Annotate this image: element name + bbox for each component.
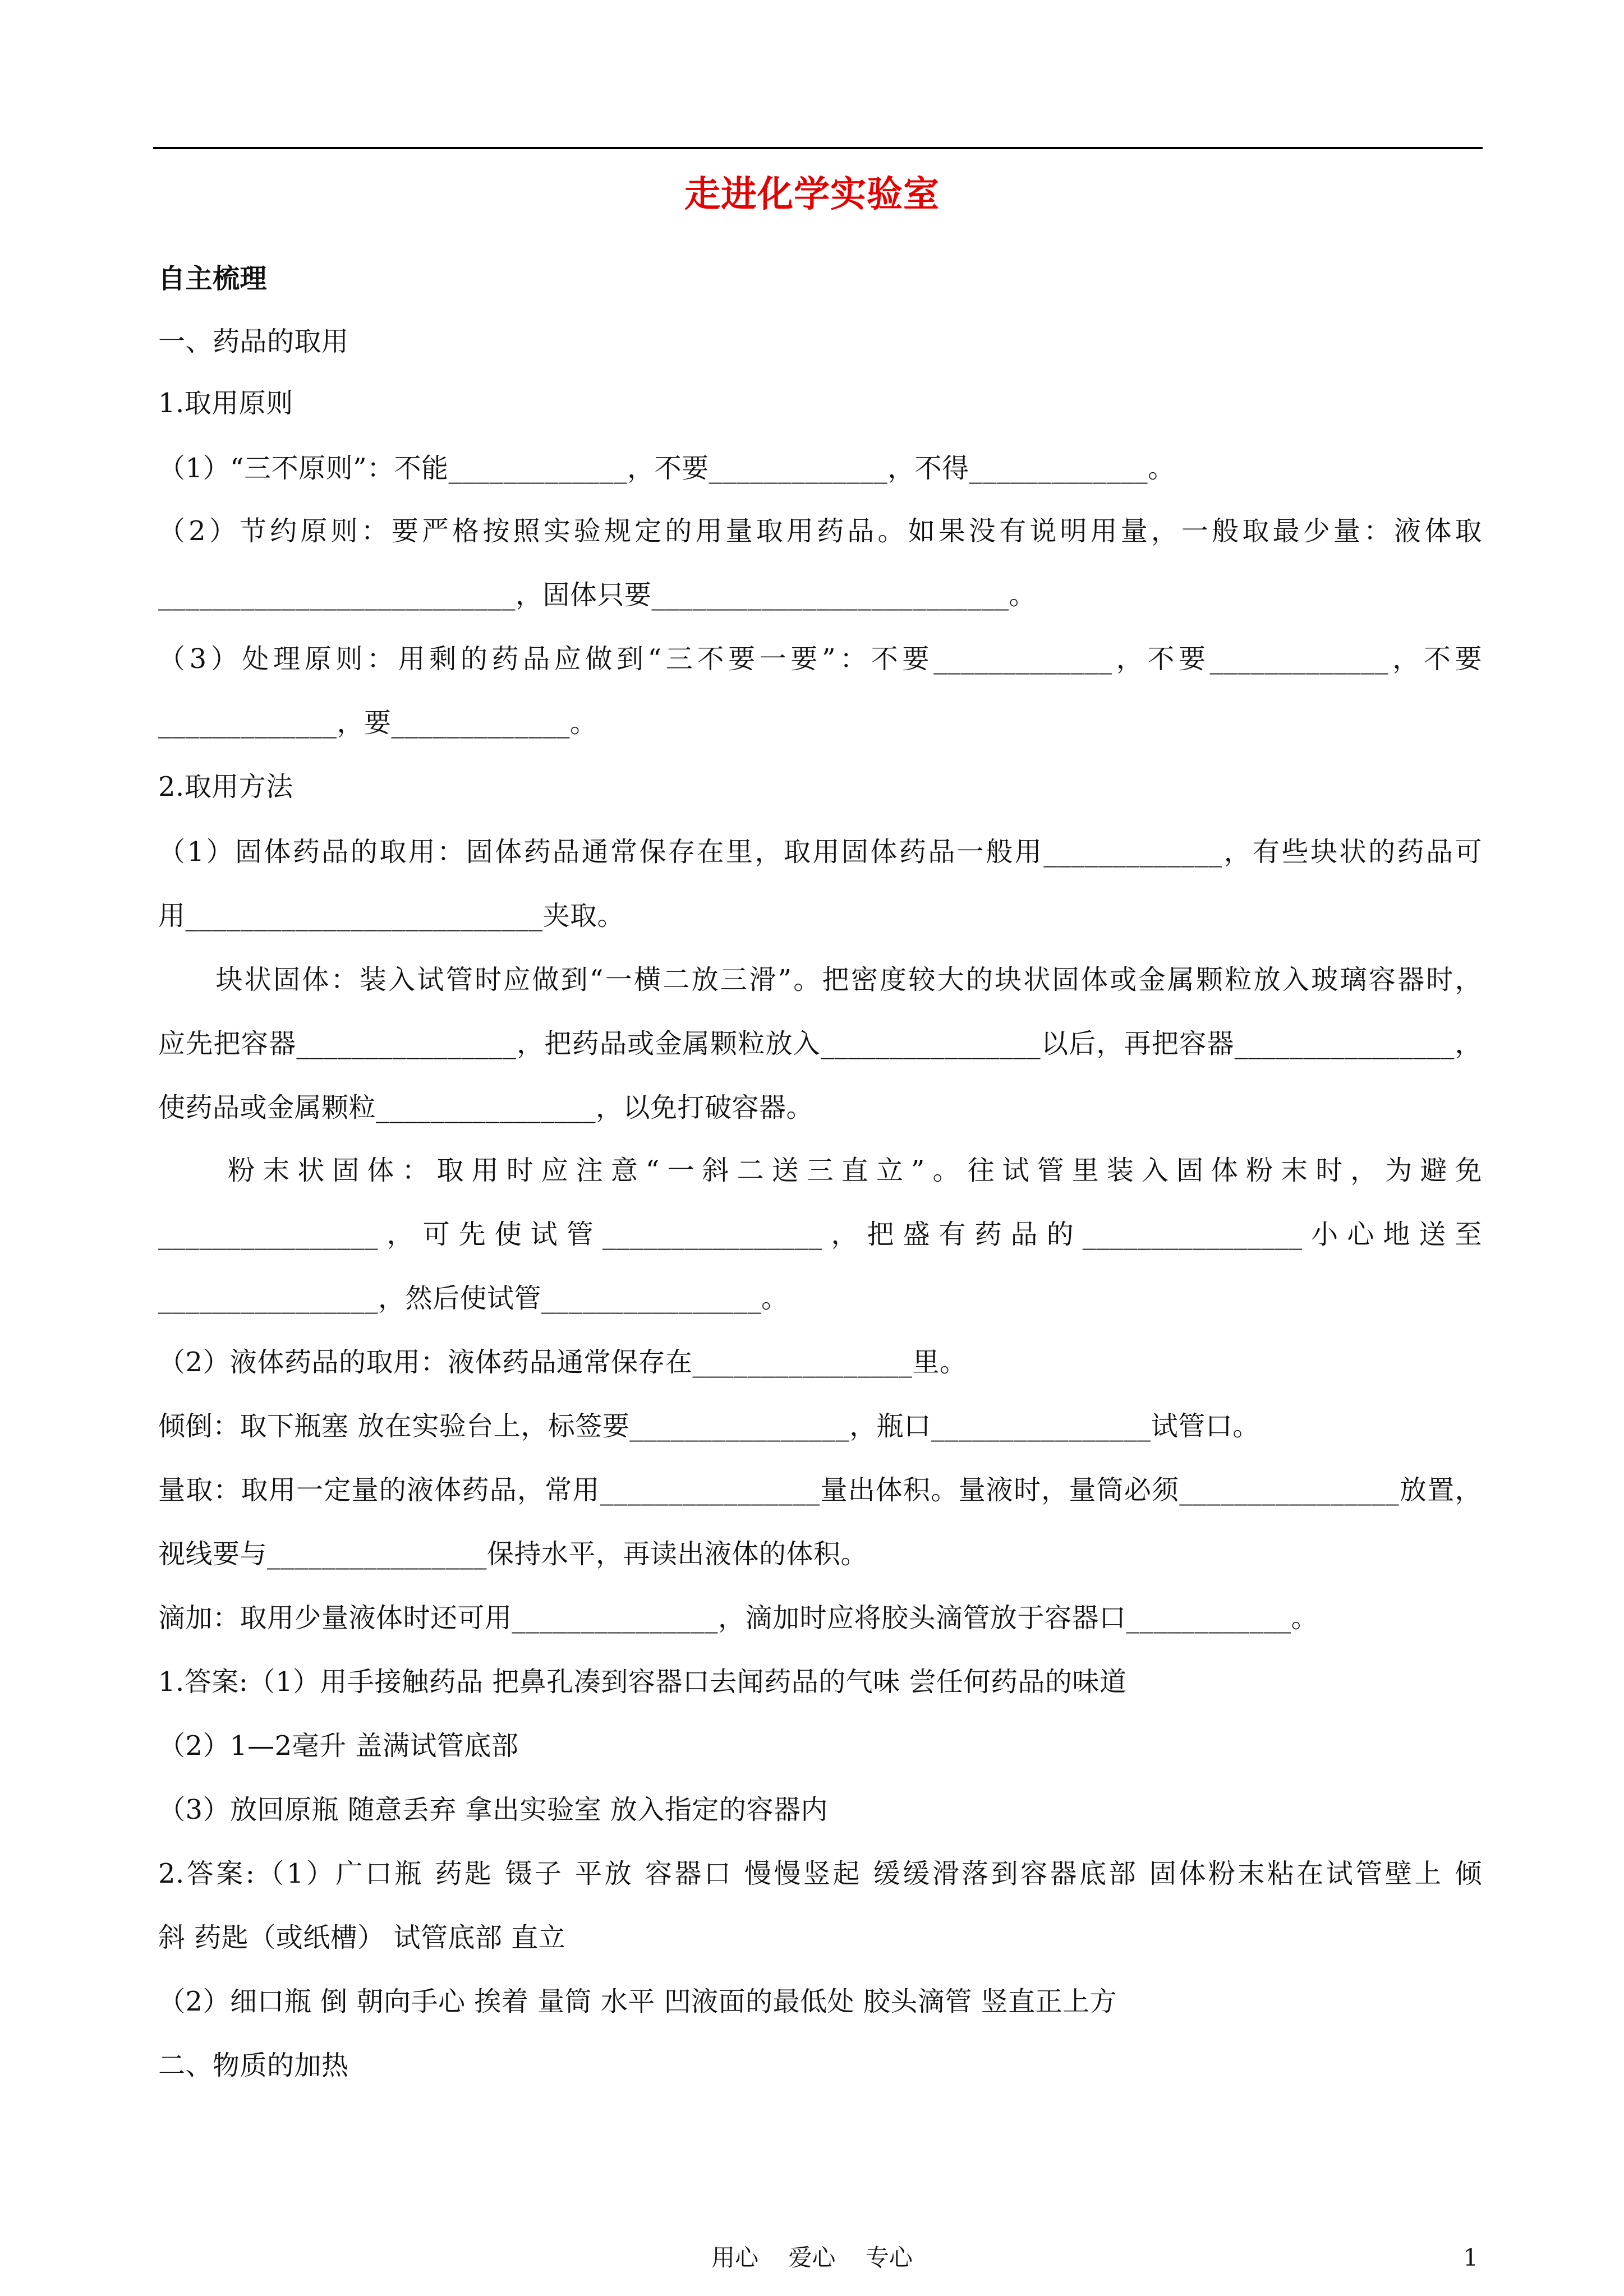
text-line: _____________，要_____________。 bbox=[158, 707, 597, 739]
text-line: （2）节约原则：要严格按照实验规定的用量取用药品。如果没有说明用量，一般取最少量：液体取 bbox=[158, 515, 1482, 547]
text-line: （3）放回原瓶 随意丢弃 拿出实验室 放入指定的容器内 bbox=[158, 1794, 828, 1825]
text-line: 倾倒：取下瓶塞 放在实验台上，标签要________________，瓶口________________试管口。 bbox=[158, 1410, 1260, 1442]
page-footer: 用心 爱心 专心 bbox=[711, 2244, 913, 2271]
text-line: （1）“三不原则”：不能_____________，不要_____________，不得_____________。 bbox=[158, 453, 1175, 484]
text-line: 1.取用原则 bbox=[158, 388, 293, 419]
text-line: 1.答案:（1）用手接触药品 把鼻孔凑到容器口去闻药品的气味 尝任何药品的味道 bbox=[158, 1666, 1127, 1698]
section-heading: 自主梳理 bbox=[158, 263, 268, 294]
text-line: __________________________，固体只要__________________________。 bbox=[158, 579, 1037, 611]
text-line: 粉末状固体：取用时应注意“一斜二送三直立”。往试管里装入固体粉末时，为避免 bbox=[158, 1155, 1482, 1186]
text-line: 滴加：取用少量液体时还可用_______________，滴加时应将胶头滴管放于容器口____________。 bbox=[158, 1602, 1319, 1634]
text-line: ________________，然后使试管________________。 bbox=[158, 1283, 789, 1314]
text-line: 量取：取用一定量的液体药品，常用________________量出体积。量液时，量筒必须________________放置， bbox=[158, 1474, 1482, 1506]
page-number: 1 bbox=[1463, 2244, 1478, 2271]
text-line: 用__________________________夹取。 bbox=[158, 900, 625, 932]
text-line: （3）处理原则：用剩的药品应做到“三不要一要”：不要_____________，不要_____________，不要 bbox=[158, 643, 1482, 675]
text-line: （2）细口瓶 倒 朝向手心 挨着 量筒 水平 凹液面的最低处 胶头滴管 竖直正上方 bbox=[158, 1986, 1117, 2017]
text-line: 二、物质的加热 bbox=[158, 2050, 349, 2081]
header-rule bbox=[153, 147, 1483, 149]
text-line: （2）液体药品的取用：液体药品通常保存在________________里。 bbox=[158, 1347, 967, 1378]
text-line: ________________，可先使试管________________，把盛有药品的________________小心地送至 bbox=[158, 1219, 1482, 1250]
text-line: （1）固体药品的取用：固体药品通常保存在里，取用固体药品一般用_____________，有些块状的药品可 bbox=[158, 836, 1482, 868]
text-line: 视线要与________________保持水平，再读出液体的体积。 bbox=[158, 1538, 868, 1570]
text-line: 一、药品的取用 bbox=[158, 326, 349, 357]
page-title: 走进化学实验室 bbox=[684, 174, 940, 215]
text-line: 块状固体：装入试管时应做到“一横二放三滑”。把密度较大的块状固体或金属颗粒放入玻璃容器时， bbox=[158, 964, 1482, 995]
text-line: 使药品或金属颗粒________________，以免打破容器。 bbox=[158, 1092, 814, 1123]
text-line: 2.取用方法 bbox=[158, 771, 293, 803]
text-line: （2）1—2毫升 盖满试管底部 bbox=[158, 1730, 519, 1762]
text-line: 应先把容器________________，把药品或金属颗粒放入________________以后，再把容器________________， bbox=[158, 1028, 1482, 1059]
text-line: 2.答案:（1）广口瓶 药匙 镊子 平放 容器口 慢慢竖起 缓缓滑落到容器底部 固体粉末粘在试管壁上 倾 bbox=[158, 1858, 1482, 1889]
text-line: 斜 药匙（或纸槽） 试管底部 直立 bbox=[158, 1922, 566, 1953]
